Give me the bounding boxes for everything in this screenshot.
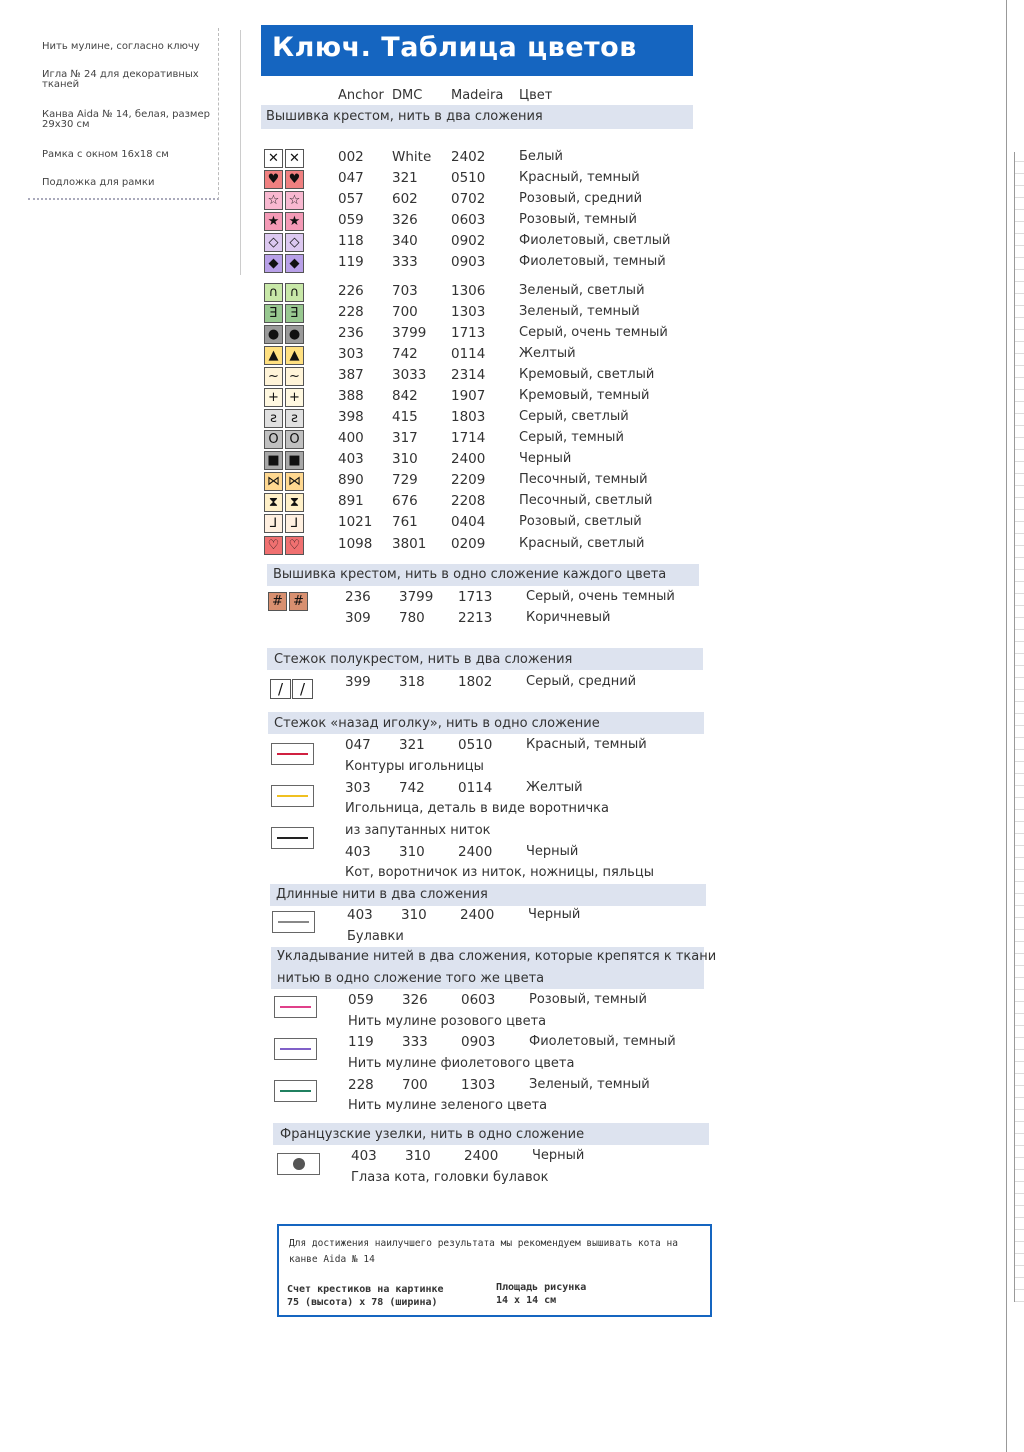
stitch-symbol-icon: ● — [288, 327, 301, 342]
dmc-value: 333 — [402, 1034, 428, 1050]
usage-note: Булавки — [347, 929, 404, 944]
symbol-cell: / — [292, 679, 313, 699]
dmc-value: 310 — [401, 907, 427, 923]
col-anchor: Anchor — [338, 88, 384, 103]
dmc-value: 703 — [392, 283, 418, 299]
madeira-value: 0603 — [451, 212, 486, 228]
color-name: Розовый, средний — [519, 191, 643, 206]
line-sample — [277, 753, 308, 755]
stitch-symbol-icon: ★ — [267, 214, 280, 229]
anchor-value: 309 — [345, 610, 371, 626]
stitch-symbol-icon: Ǝ — [290, 306, 299, 321]
line-swatch — [271, 827, 314, 849]
symbol-cell — [264, 493, 283, 512]
dmc-value: White — [392, 149, 432, 165]
stitch-symbol-icon: ~ — [289, 369, 300, 384]
line-sample — [280, 1090, 311, 1092]
symbol-cell — [264, 149, 283, 168]
stitch-symbol-icon: ☆ — [288, 193, 301, 208]
stitch-symbol-icon: ◆ — [289, 256, 300, 271]
color-name: Серый, темный — [519, 430, 624, 445]
symbol-cell — [285, 325, 304, 344]
dmc-value: 742 — [399, 780, 425, 796]
anchor-value: 388 — [338, 388, 364, 404]
stitch-symbol-icon: ☆ — [267, 193, 280, 208]
anchor-value: 399 — [345, 674, 371, 690]
anchor-value: 119 — [348, 1034, 374, 1050]
anchor-value: 236 — [345, 589, 371, 605]
dmc-value: 602 — [392, 191, 418, 207]
dmc-value: 842 — [392, 388, 418, 404]
usage-note: Глаза кота, головки булавок — [351, 1170, 549, 1185]
material-item: Подложка для рамки — [42, 177, 155, 188]
section-title-french: Французские узелки, нить в одно сложение — [280, 1127, 585, 1142]
dmc-value: 321 — [392, 170, 418, 186]
symbol-cell — [285, 283, 304, 302]
anchor-value: 1098 — [338, 536, 373, 552]
material-item: Игла № 24 для декоративных тканей — [42, 69, 199, 90]
madeira-value: 2314 — [451, 367, 486, 383]
usage-note: Контуры игольницы — [345, 759, 484, 774]
material-item: Канва Aida № 14, белая, размер 29x30 см — [42, 109, 210, 130]
madeira-value: 1303 — [461, 1077, 496, 1093]
materials-box — [28, 28, 219, 200]
symbol-cell — [264, 283, 283, 302]
madeira-value: 2400 — [451, 451, 486, 467]
color-name: Белый — [519, 149, 563, 164]
symbol-cell — [264, 451, 283, 470]
anchor-value: 228 — [348, 1077, 374, 1093]
dmc-value: 340 — [392, 233, 418, 249]
stitch-symbol-icon: ★ — [288, 214, 301, 229]
color-name: Розовый, светлый — [519, 514, 642, 529]
anchor-value: 403 — [345, 844, 371, 860]
madeira-value: 2213 — [458, 610, 493, 626]
column-divider — [240, 30, 241, 275]
symbol-cell — [285, 536, 304, 555]
madeira-value: 2209 — [451, 472, 486, 488]
anchor-value: 119 — [338, 254, 364, 270]
stitch-symbol-icon: ▲ — [289, 348, 300, 363]
anchor-value: 236 — [338, 325, 364, 341]
line-swatch — [271, 743, 314, 765]
dmc-value: 3033 — [392, 367, 427, 383]
color-name: Серый, средний — [526, 674, 637, 689]
symbol-cell — [264, 430, 283, 449]
dmc-value: 729 — [392, 472, 418, 488]
area-label: Площадь рисунка — [496, 1282, 587, 1293]
symbol-cell — [264, 170, 283, 189]
stitch-symbol-icon: ∩ — [289, 285, 300, 300]
madeira-value: 2402 — [451, 149, 486, 165]
madeira-value: 2400 — [464, 1148, 499, 1164]
dmc-value: 326 — [392, 212, 418, 228]
madeira-value: 0902 — [451, 233, 486, 249]
usage-note: из запутанных ниток — [345, 823, 491, 838]
line-swatch — [272, 911, 315, 933]
stitch-symbol-icon: ◇ — [268, 235, 279, 250]
anchor-value: 047 — [338, 170, 364, 186]
anchor-value: 387 — [338, 367, 364, 383]
anchor-value: 002 — [338, 149, 364, 165]
usage-note: Кот, воротничок из ниток, ножницы, пяльцы — [345, 865, 654, 880]
knot-swatch — [277, 1153, 320, 1175]
symbol-cell — [285, 346, 304, 365]
symbol-cell: # — [289, 592, 308, 611]
symbol-cell — [285, 233, 304, 252]
stitch-symbol-icon: ■ — [267, 453, 280, 468]
symbol-cell — [285, 149, 304, 168]
stitch-count-label: Счет крестиков на картинке — [287, 1284, 444, 1295]
madeira-value: 2400 — [458, 844, 493, 860]
stitch-symbol-icon: O — [289, 432, 300, 447]
color-name: Черный — [532, 1148, 585, 1163]
dmc-value: 321 — [399, 737, 425, 753]
section-title-cross-two: Вышивка крестом, нить в два сложения — [266, 109, 543, 124]
stitch-symbol-icon: O — [268, 432, 279, 447]
color-name: Песочный, светлый — [519, 493, 653, 508]
line-sample — [280, 1006, 311, 1008]
madeira-value: 0510 — [451, 170, 486, 186]
stitch-symbol-icon: ~ — [268, 369, 279, 384]
symbol-cell — [285, 514, 304, 533]
anchor-value: 400 — [338, 430, 364, 446]
line-sample — [277, 837, 308, 839]
tip-text-2: канве Aida № 14 — [289, 1254, 375, 1265]
symbol-cell: / — [270, 679, 291, 699]
color-name: Фиолетовый, темный — [519, 254, 666, 269]
color-name: Розовый, темный — [529, 992, 647, 1007]
stitch-symbol-icon: ◆ — [268, 256, 279, 271]
color-name: Зеленый, темный — [529, 1077, 650, 1092]
madeira-value: 2400 — [460, 907, 495, 923]
stitch-symbol-icon: ∩ — [268, 285, 279, 300]
line-sample — [280, 1048, 311, 1050]
anchor-value: 890 — [338, 472, 364, 488]
stitch-symbol-icon: + — [268, 390, 279, 405]
knot-dot-icon — [293, 1158, 305, 1170]
color-name: Серый, очень темный — [519, 325, 668, 340]
section-title-half-cross: Стежок полукрестом, нить в два сложения — [274, 652, 573, 667]
madeira-value: 0114 — [458, 780, 493, 796]
symbol-cell: # — [268, 592, 287, 611]
anchor-value: 303 — [345, 780, 371, 796]
line-swatch — [274, 1080, 317, 1102]
stitch-symbol-icon: ♡ — [267, 538, 280, 553]
color-name: Розовый, темный — [519, 212, 637, 227]
dmc-value: 700 — [392, 304, 418, 320]
symbol-cell — [264, 254, 283, 273]
color-name: Фиолетовый, темный — [529, 1034, 676, 1049]
page-edge — [1006, 0, 1007, 1452]
color-name: Красный, темный — [526, 737, 647, 752]
section-title-cross-one: Вышивка крестом, нить в одно сложение каждого цвета — [273, 567, 667, 582]
madeira-value: 1303 — [451, 304, 486, 320]
color-name: Фиолетовый, светлый — [519, 233, 671, 248]
dmc-value: 761 — [392, 514, 418, 530]
page-title: Ключ. Таблица цветов — [272, 32, 637, 63]
tip-box — [277, 1224, 712, 1317]
symbol-cell — [264, 212, 283, 231]
stitch-count-value: 75 (высота) x 78 (ширина) — [287, 1297, 438, 1308]
stitch-symbol-icon: ⧗ — [289, 495, 300, 510]
symbol-cell — [264, 536, 283, 555]
area-value: 14 x 14 см — [496, 1295, 557, 1306]
color-name: Кремовый, светлый — [519, 367, 655, 382]
anchor-value: 303 — [338, 346, 364, 362]
symbol-cell — [264, 233, 283, 252]
madeira-value: 1306 — [451, 283, 486, 299]
madeira-value: 1802 — [458, 674, 493, 690]
symbol-cell — [264, 346, 283, 365]
stitch-symbol-icon: ✕ — [289, 151, 300, 166]
madeira-value: 1713 — [458, 589, 493, 605]
color-name: Серый, светлый — [519, 409, 629, 424]
line-swatch — [274, 996, 317, 1018]
symbol-cell — [285, 493, 304, 512]
symbol-cell — [264, 325, 283, 344]
line-sample — [278, 921, 309, 923]
madeira-value: 0603 — [461, 992, 496, 1008]
material-item: Нить мулине, согласно ключу — [42, 41, 200, 52]
color-name: Желтый — [519, 346, 576, 361]
anchor-value: 403 — [347, 907, 373, 923]
color-name: Желтый — [526, 780, 583, 795]
madeira-value: 0114 — [451, 346, 486, 362]
col-dmc: DMC — [392, 88, 423, 103]
madeira-value: 1714 — [451, 430, 486, 446]
symbol-cell — [285, 191, 304, 210]
stitch-symbol-icon: ⋈ — [288, 474, 301, 489]
stitch-symbol-icon: ⅃ — [269, 516, 278, 531]
color-name: Коричневый — [526, 610, 611, 625]
symbol-cell — [285, 254, 304, 273]
dmc-value: 318 — [399, 674, 425, 690]
symbol-cell — [264, 472, 283, 491]
usage-note: Игольница, деталь в виде воротничка — [345, 801, 609, 816]
anchor-value: 226 — [338, 283, 364, 299]
color-name: Красный, светлый — [519, 536, 645, 551]
symbol-cell — [264, 409, 283, 428]
symbol-cell — [264, 191, 283, 210]
section-title-couching-2: нитью в одно сложение того же цвета — [277, 971, 545, 986]
stitch-symbol-icon: ♥ — [288, 172, 301, 187]
anchor-value: 403 — [338, 451, 364, 467]
color-name: Зеленый, темный — [519, 304, 640, 319]
symbol-cell — [285, 304, 304, 323]
dmc-value: 3801 — [392, 536, 427, 552]
dmc-value: 310 — [399, 844, 425, 860]
stitch-symbol-icon: ● — [267, 327, 280, 342]
madeira-value: 2208 — [451, 493, 486, 509]
anchor-value: 059 — [338, 212, 364, 228]
dmc-value: 780 — [399, 610, 425, 626]
dmc-value: 742 — [392, 346, 418, 362]
tip-text: Для достижения наилучшего результата мы рекомендуем вышивать кота на — [289, 1238, 678, 1249]
stitch-symbol-icon: ◇ — [289, 235, 300, 250]
stitch-symbol-icon: ƨ — [270, 411, 277, 426]
stitch-symbol-icon: ƨ — [291, 411, 298, 426]
anchor-value: 228 — [338, 304, 364, 320]
line-sample — [277, 795, 308, 797]
anchor-value: 398 — [338, 409, 364, 425]
color-name: Красный, темный — [519, 170, 640, 185]
usage-note: Нить мулине фиолетового цвета — [348, 1056, 575, 1071]
stitch-symbol-icon: ■ — [288, 453, 301, 468]
symbol-cell — [264, 304, 283, 323]
color-name: Кремовый, темный — [519, 388, 650, 403]
stitch-symbol-icon: ♡ — [288, 538, 301, 553]
madeira-value: 0404 — [451, 514, 486, 530]
color-name: Песочный, темный — [519, 472, 648, 487]
madeira-value: 0903 — [461, 1034, 496, 1050]
stitch-symbol-icon: Ǝ — [269, 306, 278, 321]
section-title-long: Длинные нити в два сложения — [276, 887, 488, 902]
symbol-cell — [264, 367, 283, 386]
symbol-cell — [264, 388, 283, 407]
madeira-value: 1803 — [451, 409, 486, 425]
madeira-value: 0510 — [458, 737, 493, 753]
col-color: Цвет — [519, 88, 553, 103]
anchor-value: 047 — [345, 737, 371, 753]
symbol-cell — [285, 451, 304, 470]
line-swatch — [271, 785, 314, 807]
stitch-symbol-icon: ⧗ — [268, 495, 279, 510]
material-item: Рамка с окном 16x18 см — [42, 149, 169, 160]
color-name: Серый, очень темный — [526, 589, 675, 604]
dmc-value: 310 — [392, 451, 418, 467]
symbol-cell — [285, 472, 304, 491]
dmc-value: 676 — [392, 493, 418, 509]
dmc-value: 326 — [402, 992, 428, 1008]
symbol-cell — [285, 170, 304, 189]
symbol-cell — [285, 388, 304, 407]
color-name: Черный — [528, 907, 581, 922]
anchor-value: 059 — [348, 992, 374, 1008]
stitch-symbol-icon: ▲ — [268, 348, 279, 363]
madeira-value: 1907 — [451, 388, 486, 404]
dmc-value: 415 — [392, 409, 418, 425]
madeira-value: 0702 — [451, 191, 486, 207]
color-name: Зеленый, светлый — [519, 283, 645, 298]
madeira-value: 0209 — [451, 536, 486, 552]
grid-strip — [1014, 152, 1024, 1302]
stitch-symbol-icon: ♥ — [267, 172, 280, 187]
symbol-cell — [285, 212, 304, 231]
dmc-value: 700 — [402, 1077, 428, 1093]
usage-note: Нить мулине зеленого цвета — [348, 1098, 548, 1113]
stitch-symbol-icon: ⅃ — [290, 516, 299, 531]
symbol-cell — [285, 409, 304, 428]
anchor-value: 403 — [351, 1148, 377, 1164]
symbol-cell — [285, 367, 304, 386]
dmc-value: 333 — [392, 254, 418, 270]
anchor-value: 891 — [338, 493, 364, 509]
dmc-value: 310 — [405, 1148, 431, 1164]
anchor-value: 118 — [338, 233, 364, 249]
dmc-value: 3799 — [399, 589, 434, 605]
anchor-value: 1021 — [338, 514, 373, 530]
dmc-value: 3799 — [392, 325, 427, 341]
stitch-symbol-icon: ✕ — [268, 151, 279, 166]
stitch-symbol-icon: ⋈ — [267, 474, 280, 489]
color-name: Черный — [526, 844, 579, 859]
col-madeira: Madeira — [451, 88, 504, 103]
section-title-couching: Укладывание нитей в два сложения, которые крепятся к ткани — [277, 949, 717, 964]
symbol-cell — [285, 430, 304, 449]
dmc-value: 317 — [392, 430, 418, 446]
stitch-symbol-icon: + — [289, 390, 300, 405]
anchor-value: 057 — [338, 191, 364, 207]
usage-note: Нить мулине розового цвета — [348, 1014, 547, 1029]
madeira-value: 0903 — [451, 254, 486, 270]
section-title-backstitch: Стежок «назад иголку», нить в одно сложение — [274, 716, 600, 731]
line-swatch — [274, 1038, 317, 1060]
color-name: Черный — [519, 451, 572, 466]
madeira-value: 1713 — [451, 325, 486, 341]
symbol-cell — [264, 514, 283, 533]
